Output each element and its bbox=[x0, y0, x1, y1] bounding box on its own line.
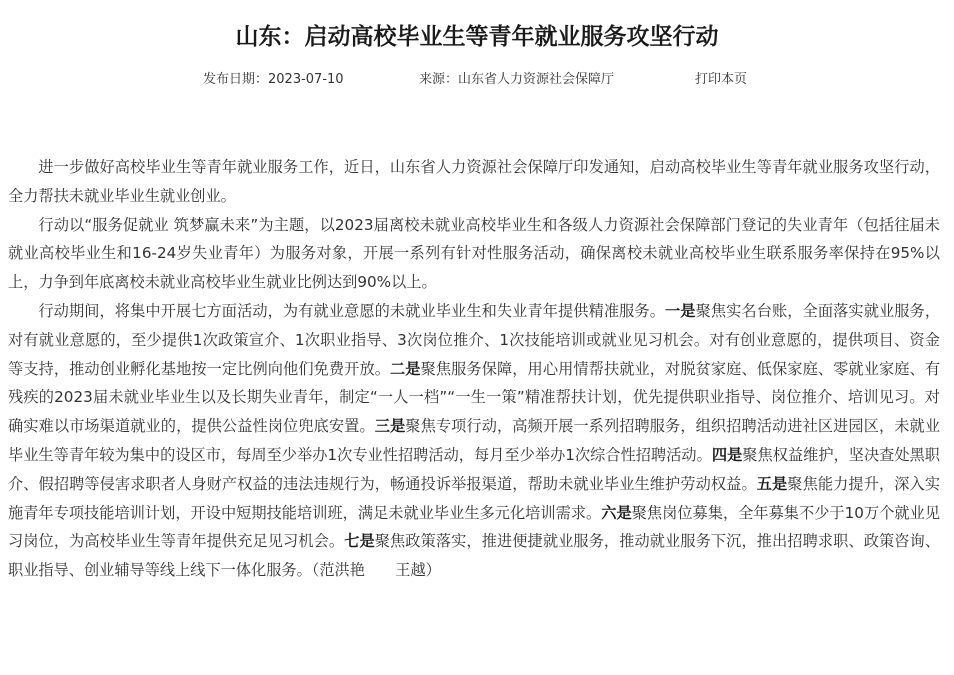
action-item-6-text: 聚焦岗位募集，全年募集不少于10万个就业见习岗位，为高校毕业生等青年提供充足见习机会。 bbox=[8, 503, 941, 551]
action-item-3-text: 聚焦专项行动，高频开展一系列招聘服务，组织招聘活动进社区进园区，未就业毕业生等青年较为集中的设区市，每周至少举办1次专业性招聘活动，每月至少举办1次综合性招聘活动。 bbox=[8, 417, 941, 464]
article-source bbox=[419, 70, 614, 90]
publish-date bbox=[203, 70, 344, 90]
action-item-7-text: 聚焦政策落实，推进便捷就业服务，推动就业服务下沉，推出招聘求职、政策咨询、职业指导、创业辅导等线上线下一体化服务。（范洪艳 王越） bbox=[8, 532, 941, 580]
article-paragraph-3 bbox=[8, 297, 940, 585]
publish-date-value: 2023-07-10 bbox=[268, 72, 344, 87]
action-item-5-heading: 五是 bbox=[756, 474, 788, 493]
article-paragraph-2: 行动以“服务促就业 筑梦赢未来”为主题，以2023届离校未就业高校毕业生和各级人力资源社会保障部门登记的失业青年（包括往届未就业高校毕业生和16-24岁失业青年）为服务对象，开展一系列有针对性服务活动，确保离校未就业高校毕业生联系服务率保持在95%以上，力争到年底离校未就业高校毕业生就业比例达到90%以上。 bbox=[8, 215, 940, 292]
action-item-2-text: 聚焦服务保障，用心用情帮扶就业，对脱贫家庭、低保家庭、零就业家庭、有残疾的2023届未就业毕业生以及长期失业青年，制定“一人一档”“一生一策”精准帮扶计划，优先提供职业指导、岗位推介、培训见习。对确实难以市场渠道就业的，提供公益性岗位兜底安置。 bbox=[8, 359, 941, 436]
page-title: 山东：启动高校毕业生等青年就业服务攻坚行动 bbox=[235, 24, 719, 50]
print-page-link[interactable]: 打印本页 bbox=[695, 72, 748, 87]
action-item-2-heading: 二是 bbox=[390, 359, 421, 378]
article-meta-bar bbox=[0, 70, 954, 90]
action-item-7-heading: 七是 bbox=[344, 532, 375, 551]
action-item-3-heading: 三是 bbox=[374, 417, 406, 436]
article-body bbox=[8, 153, 940, 585]
article-paragraph-1: 进一步做好高校毕业生等青年就业服务工作，近日，山东省人力资源社会保障厅印发通知，启动高校毕业生等青年就业服务攻坚行动，全力帮扶未就业毕业生就业创业。 bbox=[8, 158, 940, 205]
action-item-6-heading: 六是 bbox=[601, 503, 632, 522]
source-label: 来源： bbox=[419, 72, 459, 87]
paragraph-3-intro: 行动期间，将集中开展七方面活动，为有就业意愿的未就业毕业生和失业青年提供精准服务。 bbox=[38, 301, 665, 320]
action-item-4-heading: 四是 bbox=[711, 445, 743, 464]
publish-date-label: 发布日期： bbox=[203, 72, 269, 87]
source-value: 山东省人力资源社会保障厅 bbox=[458, 72, 615, 87]
action-item-4-text: 聚焦权益维护，坚决查处黑职介、假招聘等侵害求职者人身财产权益的违法违规行为，畅通投诉举报渠道，帮助未就业毕业生维护劳动权益。 bbox=[8, 445, 940, 493]
action-item-1-heading: 一是 bbox=[665, 301, 696, 320]
action-item-5-text: 聚焦能力提升，深入实施青年专项技能培训计划，开设中短期技能培训班，满足未就业毕业生多元化培训需求。 bbox=[8, 474, 941, 522]
action-item-1-text: 聚焦实名台账，全面落实就业服务，对有就业意愿的，至少提供1次政策宣介、1次职业指导、3次岗位推介、1次技能培训或就业见习机会。对有创业意愿的，提供项目、资金等支持，推动创业孵化基地按一定比例向他们免费开放。 bbox=[8, 301, 941, 378]
